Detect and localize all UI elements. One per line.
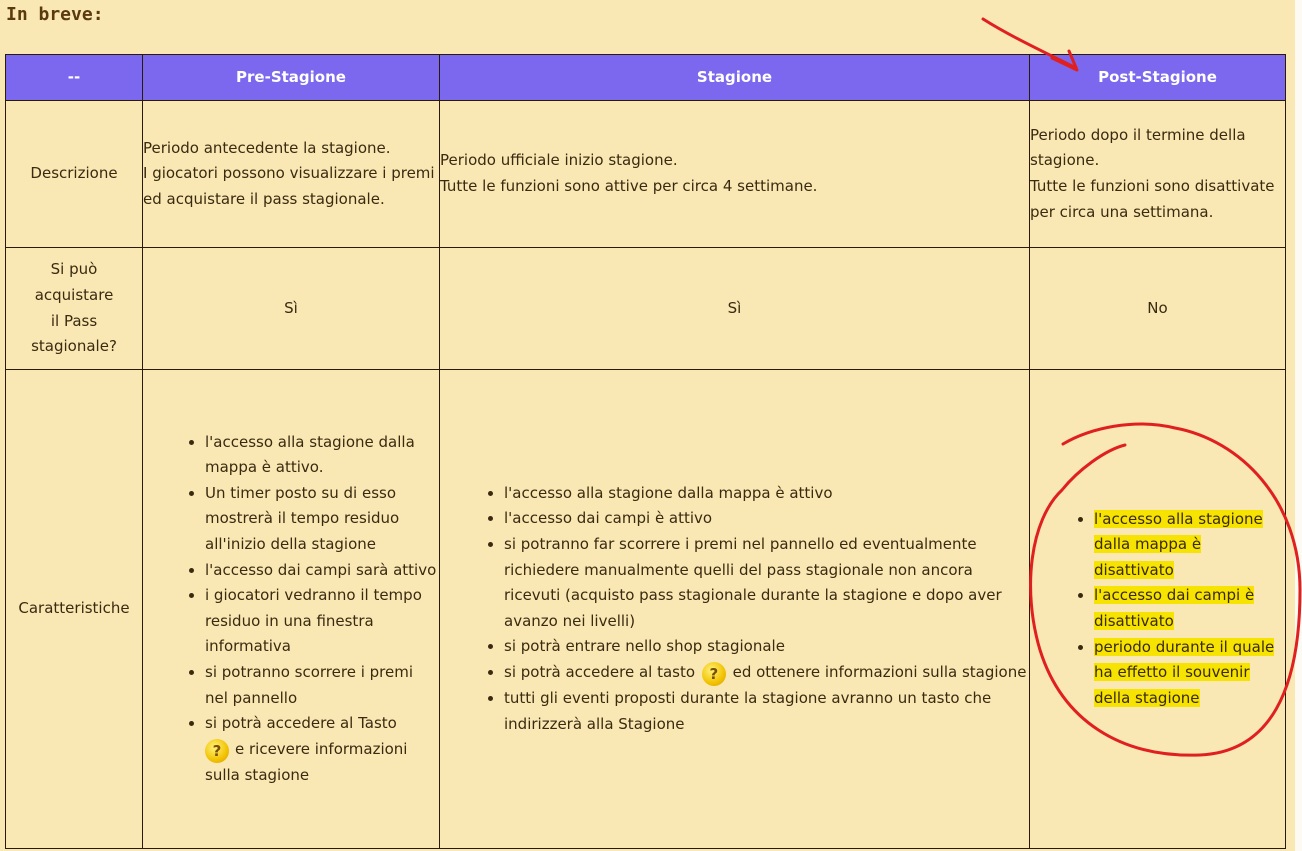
list-item <box>1094 635 1285 712</box>
label-line: Si può <box>50 260 98 279</box>
header-row <box>6 55 1286 101</box>
list-item: • l'accesso alla stagione dalla mappa è attivo. <box>205 430 439 481</box>
text-line: Periodo antecedente la stagione. <box>143 138 391 157</box>
highlighted-text: l'accesso alla stagione dalla mappa è disattivato <box>1094 509 1263 579</box>
cell-descrizione-stagione <box>440 101 1030 248</box>
text-line: Periodo dopo il termine della stagione. <box>1030 125 1246 170</box>
text-line: Periodo ufficiale inizio stagione. <box>440 151 678 170</box>
row-pass <box>6 248 1286 370</box>
highlighted-text: l'accesso dai campi è disattivato <box>1094 586 1255 630</box>
features-list-stagione <box>440 481 1029 737</box>
season-table <box>5 54 1286 849</box>
list-item <box>1094 507 1285 584</box>
list-item: • si potrà entrare nello shop stagionale <box>504 634 1029 660</box>
cell-caratteristiche-pre <box>143 370 440 849</box>
cell-descrizione-post <box>1030 101 1286 248</box>
row-label-descrizione: Descrizione <box>6 101 143 248</box>
label-line: acquistare <box>34 285 114 304</box>
item-text: si potrà accedere al Tasto <box>205 714 397 733</box>
list-item: • Un timer posto su di esso mostrerà il tempo residuo all'inizio della stagione <box>205 481 439 558</box>
list-item <box>504 660 1029 686</box>
header-stagione: Stagione <box>440 55 1030 101</box>
page-edge <box>1295 0 1302 851</box>
features-list-pre <box>143 430 439 789</box>
text-line: Tutte le funzioni sono attive per circa 4 settimane. <box>440 177 818 195</box>
question-coin-icon: ? <box>702 662 726 686</box>
row-label-pass <box>6 248 143 370</box>
features-list-post <box>1030 507 1285 712</box>
list-item <box>1094 583 1285 634</box>
cell-pass-post: No <box>1030 248 1286 370</box>
list-item: • l'accesso alla stagione dalla mappa è attivo <box>504 481 1029 507</box>
row-descrizione <box>6 101 1286 248</box>
text-line: Tutte le funzioni sono disattivate per circa una settimana. <box>1030 177 1275 221</box>
cell-descrizione-pre <box>143 101 440 248</box>
cell-pass-stagione: Sì <box>440 248 1030 370</box>
item-text: e ricevere informazioni sulla stagione <box>205 739 408 784</box>
list-item: • si potranno far scorrere i premi nel pannello ed eventualmente richiedere manualmente quelli del pass stagionale non ancora ricevuti (acquisto pass stagionale durante la stagione e dopo aver avanzo nei livelli) <box>504 532 1029 634</box>
list-item: • l'accesso dai campi sarà attivo <box>205 558 439 584</box>
cell-caratteristiche-stagione <box>440 370 1030 849</box>
list-item: • i giocatori vedranno il tempo residuo in una finestra informativa <box>205 583 439 660</box>
header-pre-stagione: Pre-Stagione <box>143 55 440 101</box>
label-line: il Pass <box>50 311 98 330</box>
cell-caratteristiche-post <box>1030 370 1286 849</box>
header-post-stagione: Post-Stagione <box>1030 55 1286 101</box>
list-item: • l'accesso dai campi è attivo <box>504 506 1029 532</box>
cell-pass-pre: Sì <box>143 248 440 370</box>
header-corner: -- <box>6 55 143 101</box>
row-caratteristiche <box>6 370 1286 849</box>
highlighted-text: periodo durante il quale ha effetto il souvenir della stagione <box>1094 637 1275 707</box>
text-line: I giocatori possono visualizzare i premi ed acquistare il pass stagionale. <box>143 164 435 208</box>
item-text: ed ottenere informazioni sulla stagione <box>732 662 1027 681</box>
label-line: stagionale? <box>31 337 117 356</box>
list-item <box>205 711 439 788</box>
item-text: si potrà accedere al tasto <box>504 662 696 681</box>
row-label-caratteristiche: Caratteristiche <box>6 370 143 849</box>
question-coin-icon: ? <box>205 739 229 763</box>
list-item: • si potranno scorrere i premi nel pannello <box>205 660 439 711</box>
page-heading: In breve: <box>6 4 104 25</box>
list-item: • tutti gli eventi proposti durante la stagione avranno un tasto che indirizzerà alla Stagione <box>504 686 1029 737</box>
